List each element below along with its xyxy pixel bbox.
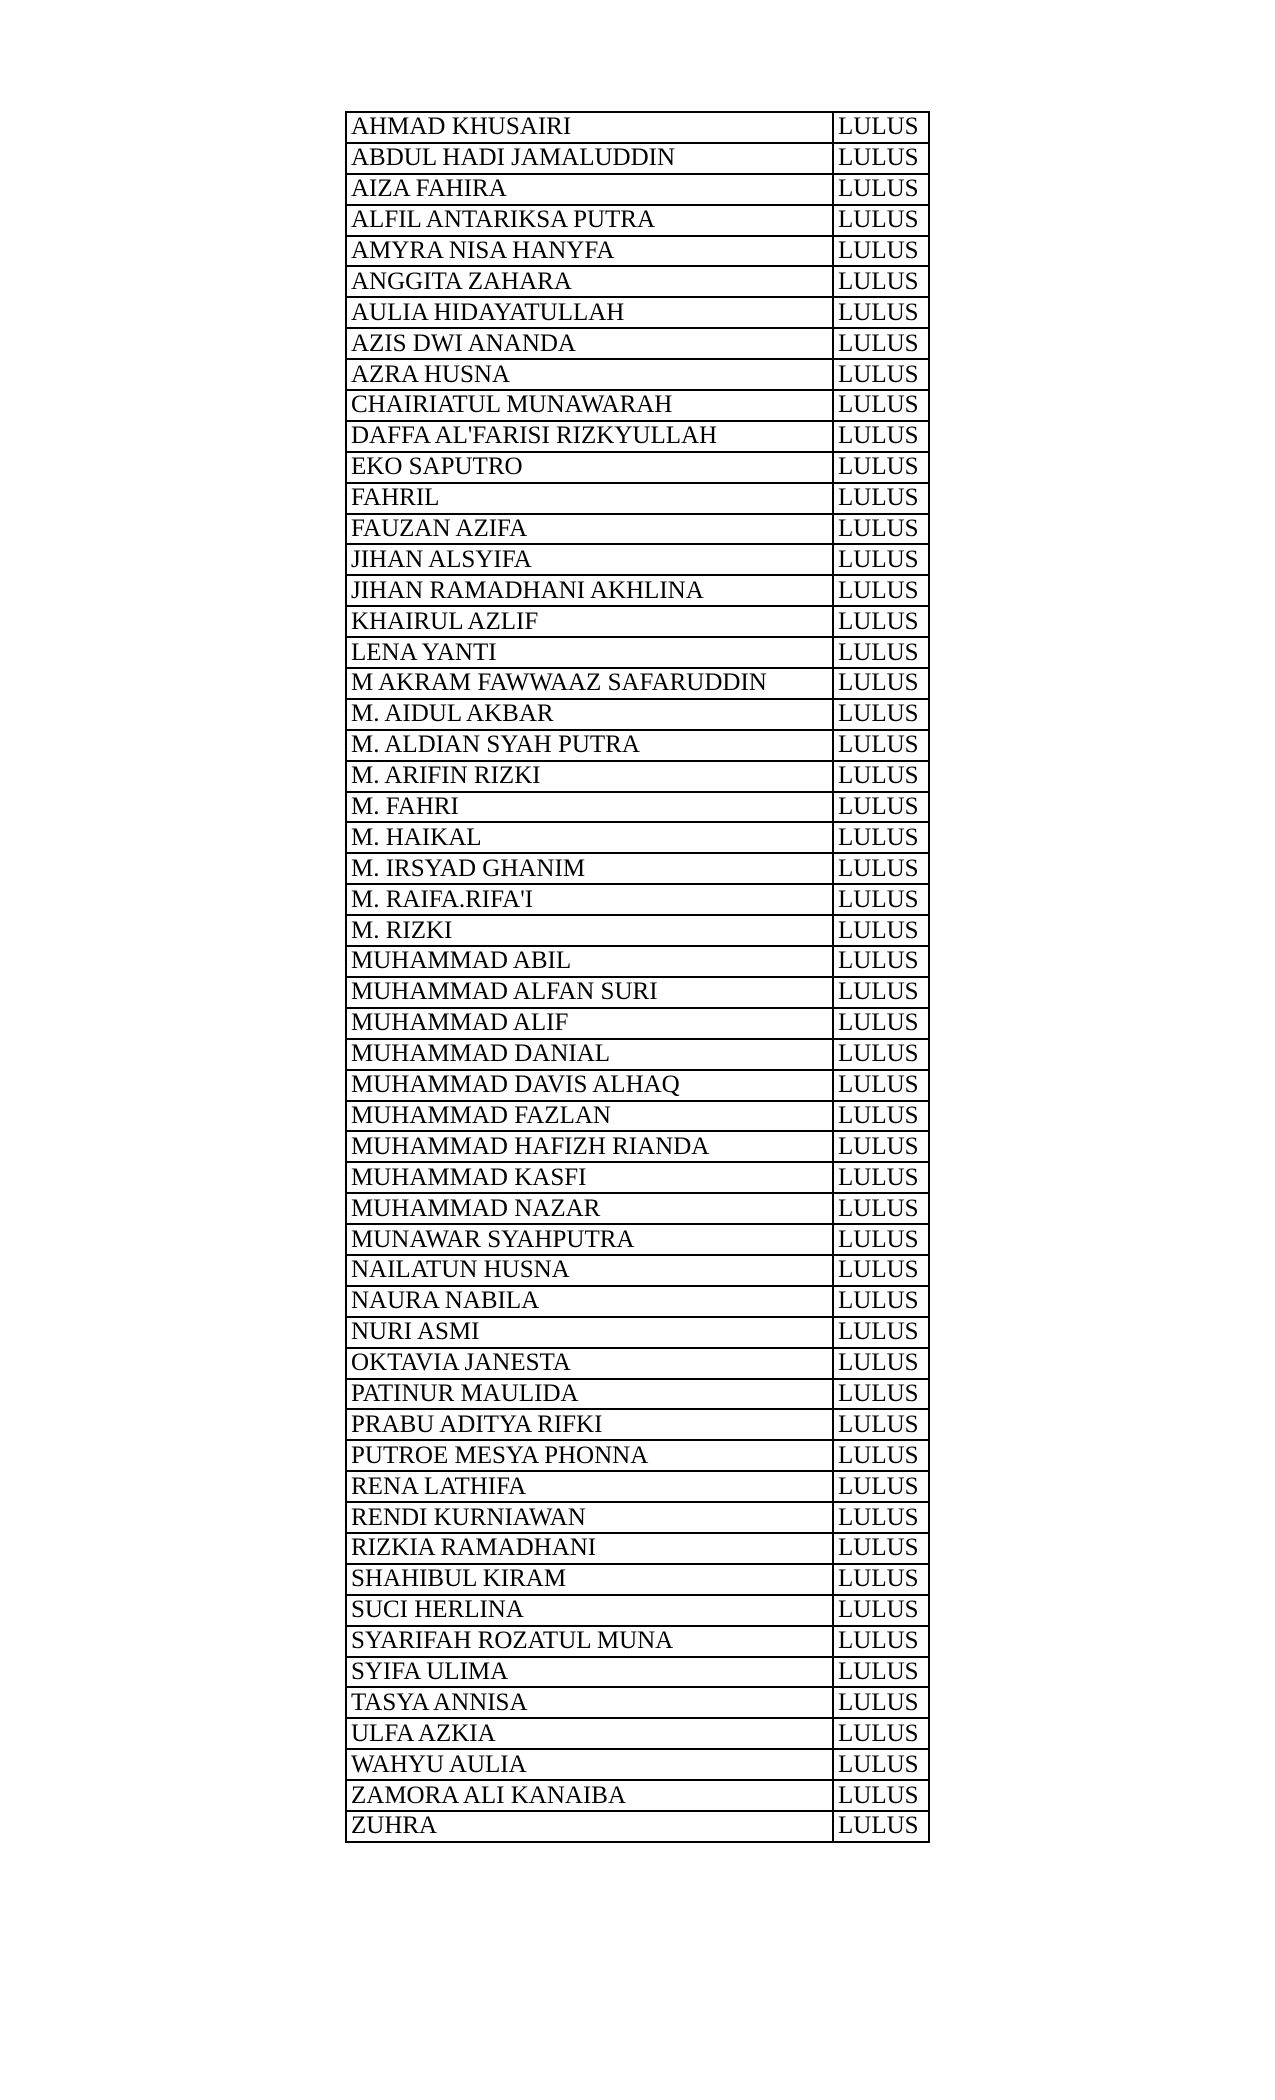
table-row <box>346 792 929 823</box>
table-row <box>346 1101 929 1132</box>
table-row <box>346 1193 929 1224</box>
student-name-cell: MUHAMMAD KASFI <box>346 1162 833 1193</box>
graduation-result-table <box>345 111 930 1843</box>
table-row <box>346 1379 929 1410</box>
status-cell: LULUS <box>833 112 929 143</box>
status-cell: LULUS <box>833 1657 929 1688</box>
table-row <box>346 483 929 514</box>
table-row <box>346 1718 929 1749</box>
status-cell: LULUS <box>833 1409 929 1440</box>
table-row <box>346 606 929 637</box>
status-cell: LULUS <box>833 575 929 606</box>
table-row <box>346 699 929 730</box>
student-name-cell: NAURA NABILA <box>346 1286 833 1317</box>
student-name-cell: RENDI KURNIAWAN <box>346 1502 833 1533</box>
status-cell: LULUS <box>833 1471 929 1502</box>
table-row <box>346 143 929 174</box>
status-cell: LULUS <box>833 946 929 977</box>
table-row <box>346 1502 929 1533</box>
status-cell: LULUS <box>833 1626 929 1657</box>
student-name-cell: MUHAMMAD ALFAN SURI <box>346 977 833 1008</box>
table-row <box>346 1409 929 1440</box>
table-row <box>346 1008 929 1039</box>
student-name-cell: MUHAMMAD ALIF <box>346 1008 833 1039</box>
status-cell: LULUS <box>833 328 929 359</box>
student-name-cell: AZRA HUSNA <box>346 359 833 390</box>
status-cell: LULUS <box>833 1811 929 1842</box>
status-cell: LULUS <box>833 1780 929 1811</box>
status-cell: LULUS <box>833 1070 929 1101</box>
student-name-cell: M. ALDIAN SYAH PUTRA <box>346 730 833 761</box>
table-row <box>346 421 929 452</box>
student-name-cell: FAHRIL <box>346 483 833 514</box>
student-name-cell: M. AIDUL AKBAR <box>346 699 833 730</box>
student-name-cell: AIZA FAHIRA <box>346 174 833 205</box>
student-name-cell: MUHAMMAD ABIL <box>346 946 833 977</box>
table-row <box>346 1471 929 1502</box>
student-name-cell: AZIS DWI ANANDA <box>346 328 833 359</box>
student-name-cell: JIHAN ALSYIFA <box>346 544 833 575</box>
status-cell: LULUS <box>833 143 929 174</box>
student-name-cell: ANGGITA ZAHARA <box>346 266 833 297</box>
table-row <box>346 1255 929 1286</box>
table-row <box>346 668 929 699</box>
student-name-cell: DAFFA AL'FARISI RIZKYULLAH <box>346 421 833 452</box>
student-name-cell: MUHAMMAD HAFIZH RIANDA <box>346 1131 833 1162</box>
student-name-cell: AHMAD KHUSAIRI <box>346 112 833 143</box>
table-row <box>346 977 929 1008</box>
student-name-cell: FAUZAN AZIFA <box>346 514 833 545</box>
table-row <box>346 1780 929 1811</box>
student-name-cell: JIHAN RAMADHANI AKHLINA <box>346 575 833 606</box>
student-name-cell: WAHYU AULIA <box>346 1749 833 1780</box>
status-cell: LULUS <box>833 1533 929 1564</box>
status-cell: LULUS <box>833 1224 929 1255</box>
status-cell: LULUS <box>833 452 929 483</box>
table-row <box>346 297 929 328</box>
status-cell: LULUS <box>833 1286 929 1317</box>
table-row <box>346 1657 929 1688</box>
table-row <box>346 174 929 205</box>
table-row <box>346 205 929 236</box>
table-row <box>346 1162 929 1193</box>
status-cell: LULUS <box>833 174 929 205</box>
table-row <box>346 853 929 884</box>
table-row <box>346 328 929 359</box>
status-cell: LULUS <box>833 266 929 297</box>
student-name-cell: M AKRAM FAWWAAZ SAFARUDDIN <box>346 668 833 699</box>
student-name-cell: SUCI HERLINA <box>346 1595 833 1626</box>
student-name-cell: NAILATUN HUSNA <box>346 1255 833 1286</box>
status-cell: LULUS <box>833 792 929 823</box>
status-cell: LULUS <box>833 1101 929 1132</box>
status-cell: LULUS <box>833 483 929 514</box>
student-name-cell: ZUHRA <box>346 1811 833 1842</box>
status-cell: LULUS <box>833 761 929 792</box>
table-row <box>346 1039 929 1070</box>
student-name-cell: ABDUL HADI JAMALUDDIN <box>346 143 833 174</box>
status-cell: LULUS <box>833 1008 929 1039</box>
status-cell: LULUS <box>833 1379 929 1410</box>
status-cell: LULUS <box>833 853 929 884</box>
student-name-cell: MUHAMMAD DANIAL <box>346 1039 833 1070</box>
table-row <box>346 236 929 267</box>
status-cell: LULUS <box>833 236 929 267</box>
student-name-cell: SYIFA ULIMA <box>346 1657 833 1688</box>
student-name-cell: EKO SAPUTRO <box>346 452 833 483</box>
student-name-cell: ZAMORA ALI KANAIBA <box>346 1780 833 1811</box>
student-name-cell: MUNAWAR SYAHPUTRA <box>346 1224 833 1255</box>
table-row <box>346 1533 929 1564</box>
status-cell: LULUS <box>833 730 929 761</box>
student-name-cell: SHAHIBUL KIRAM <box>346 1564 833 1595</box>
student-name-cell: PRABU ADITYA RIFKI <box>346 1409 833 1440</box>
status-cell: LULUS <box>833 1193 929 1224</box>
student-name-cell: M. RIZKI <box>346 915 833 946</box>
table-row <box>346 390 929 421</box>
status-cell: LULUS <box>833 390 929 421</box>
student-name-cell: MUHAMMAD DAVIS ALHAQ <box>346 1070 833 1101</box>
status-cell: LULUS <box>833 1255 929 1286</box>
status-cell: LULUS <box>833 1718 929 1749</box>
table-row <box>346 452 929 483</box>
status-cell: LULUS <box>833 977 929 1008</box>
table-row <box>346 761 929 792</box>
student-name-cell: CHAIRIATUL MUNAWARAH <box>346 390 833 421</box>
table-row <box>346 1440 929 1471</box>
status-cell: LULUS <box>833 1595 929 1626</box>
table-row <box>346 1811 929 1842</box>
status-cell: LULUS <box>833 297 929 328</box>
status-cell: LULUS <box>833 514 929 545</box>
status-cell: LULUS <box>833 1502 929 1533</box>
table-row <box>346 730 929 761</box>
status-cell: LULUS <box>833 1564 929 1595</box>
status-cell: LULUS <box>833 205 929 236</box>
table-body <box>346 112 929 1842</box>
student-name-cell: MUHAMMAD FAZLAN <box>346 1101 833 1132</box>
table-row <box>346 544 929 575</box>
student-name-cell: SYARIFAH ROZATUL MUNA <box>346 1626 833 1657</box>
status-cell: LULUS <box>833 884 929 915</box>
status-cell: LULUS <box>833 359 929 390</box>
student-name-cell: PUTROE MESYA PHONNA <box>346 1440 833 1471</box>
table-row <box>346 1131 929 1162</box>
table-row <box>346 1626 929 1657</box>
student-name-cell: TASYA ANNISA <box>346 1687 833 1718</box>
table-row <box>346 112 929 143</box>
student-name-cell: M. FAHRI <box>346 792 833 823</box>
status-cell: LULUS <box>833 637 929 668</box>
student-name-cell: ALFIL ANTARIKSA PUTRA <box>346 205 833 236</box>
table-row <box>346 1317 929 1348</box>
student-name-cell: M. IRSYAD GHANIM <box>346 853 833 884</box>
table-row <box>346 266 929 297</box>
student-name-cell: NURI ASMI <box>346 1317 833 1348</box>
status-cell: LULUS <box>833 699 929 730</box>
status-cell: LULUS <box>833 1749 929 1780</box>
status-cell: LULUS <box>833 421 929 452</box>
student-name-cell: M. HAIKAL <box>346 822 833 853</box>
status-cell: LULUS <box>833 1348 929 1379</box>
table-row <box>346 884 929 915</box>
status-cell: LULUS <box>833 915 929 946</box>
status-cell: LULUS <box>833 1039 929 1070</box>
student-name-cell: LENA YANTI <box>346 637 833 668</box>
student-name-cell: PATINUR MAULIDA <box>346 1379 833 1410</box>
status-cell: LULUS <box>833 1317 929 1348</box>
status-cell: LULUS <box>833 606 929 637</box>
student-name-cell: ULFA AZKIA <box>346 1718 833 1749</box>
table-row <box>346 1687 929 1718</box>
student-name-cell: OKTAVIA JANESTA <box>346 1348 833 1379</box>
student-name-cell: AULIA HIDAYATULLAH <box>346 297 833 328</box>
table-row <box>346 946 929 977</box>
status-cell: LULUS <box>833 1440 929 1471</box>
status-cell: LULUS <box>833 544 929 575</box>
table-row <box>346 359 929 390</box>
status-cell: LULUS <box>833 1687 929 1718</box>
student-name-cell: M. RAIFA.RIFA'I <box>346 884 833 915</box>
status-cell: LULUS <box>833 1131 929 1162</box>
table-row <box>346 915 929 946</box>
table-row <box>346 514 929 545</box>
student-name-cell: MUHAMMAD NAZAR <box>346 1193 833 1224</box>
student-name-cell: AMYRA NISA HANYFA <box>346 236 833 267</box>
status-cell: LULUS <box>833 1162 929 1193</box>
status-cell: LULUS <box>833 668 929 699</box>
student-name-cell: KHAIRUL AZLIF <box>346 606 833 637</box>
student-name-cell: RIZKIA RAMADHANI <box>346 1533 833 1564</box>
table-row <box>346 1348 929 1379</box>
table-row <box>346 637 929 668</box>
table-row <box>346 1224 929 1255</box>
table-row <box>346 1564 929 1595</box>
student-name-cell: M. ARIFIN RIZKI <box>346 761 833 792</box>
table-row <box>346 822 929 853</box>
table-row <box>346 1595 929 1626</box>
student-name-cell: RENA LATHIFA <box>346 1471 833 1502</box>
table-row <box>346 1286 929 1317</box>
status-cell: LULUS <box>833 822 929 853</box>
table-row <box>346 1070 929 1101</box>
table-row <box>346 575 929 606</box>
table-row <box>346 1749 929 1780</box>
